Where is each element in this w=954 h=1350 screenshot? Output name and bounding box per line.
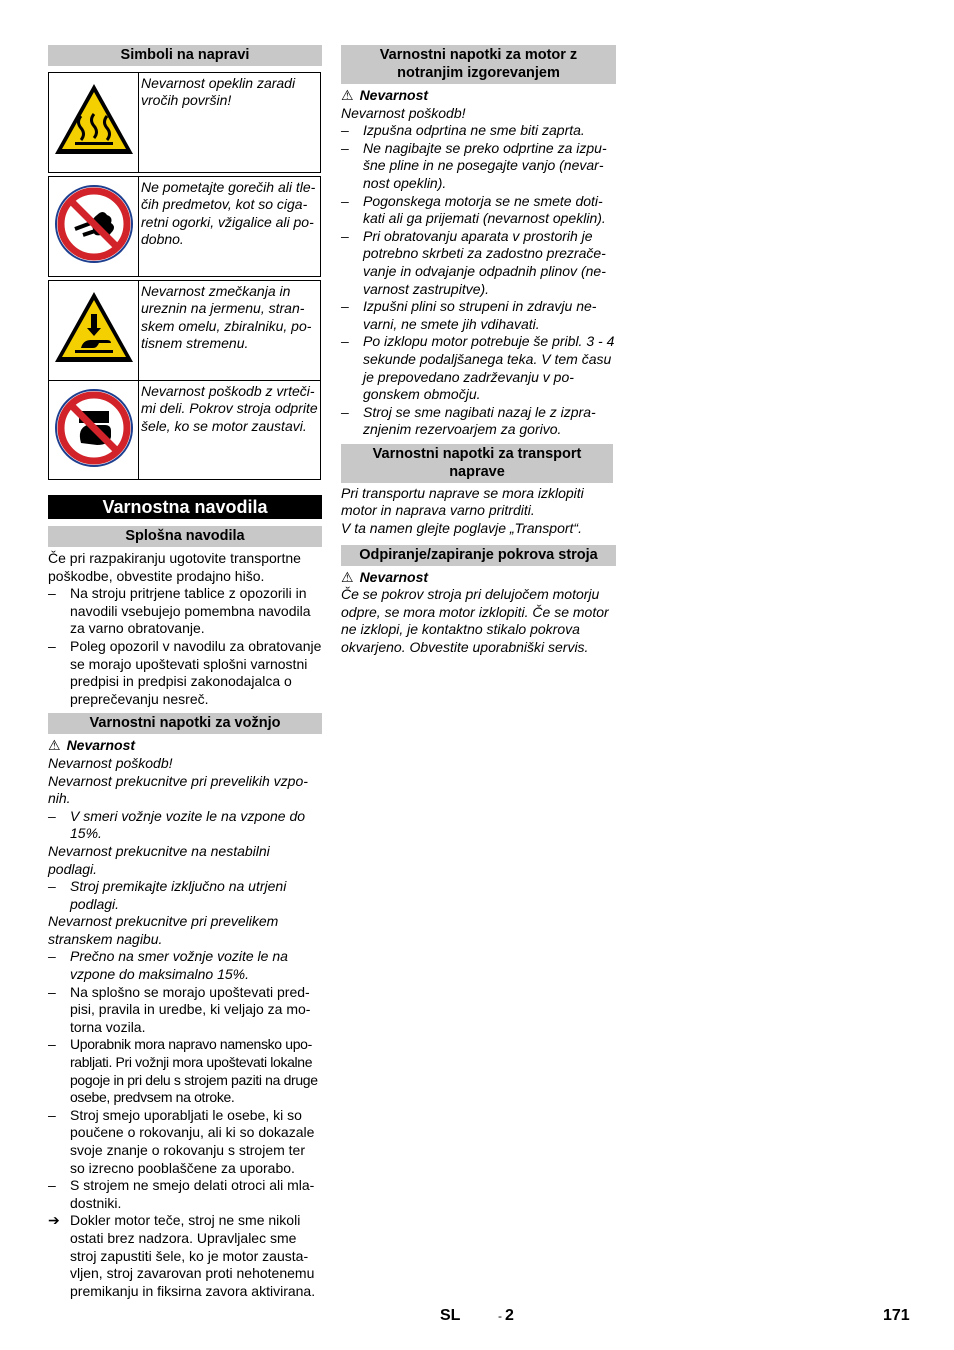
list-item-text: Pogonskega motorja se ne smete dotikati ali ga prijemati (nevarnost opeklin). [363,192,606,227]
list-item-text: Stroj smejo uporabljati le osebe, ki so poučene o rokovanju, ali ki so dokazale svoje znanje o rokovanju s strojem ter so izrecno pooblaščene za uporabo. [70,1106,315,1176]
dash-marker: – [48,878,56,895]
symbols-table [48,72,321,173]
dash-marker: – [341,227,349,244]
list-item [48,1036,322,1106]
transport-heading: Varnostni napotki za transport naprave [341,444,613,483]
symbols-table [48,280,321,480]
driving-line: Nevarnost prekucnitve pri prevelikem stranskem nagibu. [48,913,279,947]
list-item-text: V smeri vožnje vozite le na vzpone do 15%. [70,807,306,842]
dash-marker: – [48,585,56,602]
engine-warning [341,87,616,105]
list-item [48,808,322,843]
driving-line: Nevarnost prekucnitve na nestabilni podlagi. [48,842,270,877]
list-item-text: Poleg opozoril v navodilu za obratovanje se morajo upoštevati splošni varnostni predpisi in predpisi zakonodajalca o preprečevanju nesreč. [70,637,322,707]
section-number [498,1307,514,1326]
right-column [341,45,616,657]
dash-marker: – [341,403,349,420]
cover-heading: Odpiranje/zapiranje pokrova stroja [341,545,616,566]
driving-line: Nevarnost poškodb! [48,754,173,771]
dash-marker: – [341,192,349,209]
section-value: 2 [505,1307,514,1324]
no-flammable-items-icon [49,177,139,277]
dash-marker: – [48,983,56,1000]
list-item [48,638,322,708]
symbol-row [49,177,321,277]
driving-warning [48,737,322,755]
list-item-text: Pri obratovanju aparata v prostorih je potrebno skrbeti za zadostno prezračevanje in odvajanje odpadnih plinov (nevarnost zastrupitve). [363,227,606,297]
warning-label: Nevarnost [359,568,429,585]
language-code: SL [440,1307,461,1324]
symbol-row [49,381,321,480]
list-item [48,1177,322,1212]
list-item [341,404,616,439]
list-item [341,298,616,333]
symbols-heading: Simboli na napravi [48,45,322,66]
warning-label: Nevarnost [66,737,136,754]
page-number: 171 [883,1307,910,1324]
list-item [48,585,322,638]
list-item [48,948,322,983]
cover-warning [341,569,616,587]
driving-line: Nevarnost prekucnitve pri prevelikih vzponih. [48,772,308,807]
list-item [48,984,322,1037]
general-heading: Splošna navodila [48,526,322,547]
symbol-text: Nevarnost zmečkanja in ureznin na jermenu, stranskem omelu, zbiralniku, potisnem stremenu. [139,281,321,381]
list-item-text: Dokler motor teče, stroj ne sme nikoli ostati brez nadzora. Upravljalec sme stroj zapustiti šele, ko je motor zaustavljen, stroj zavarovan proti nehotenemu premikanju in fiksirna zavora aktivirana. [70,1212,316,1299]
hot-surface-warning-icon [49,73,139,173]
list-item [341,122,616,140]
cover-text: Če se pokrov stroja pri delujočem motorju odpre, se mora motor izklopiti. Če se motor ne izklopi, je kontaktno stikalo pokrova okvarjeno. Obvestite uporabniški servis. [341,586,609,656]
dash-marker: – [48,1177,56,1194]
list-item-text: Uporabnik mora napravo namensko uporabljati. Pri vožnji mora upoštevati lokalne pogoje in pri delu s strojem paziti na druge osebe, predvsem na otroke. [70,1036,318,1106]
arrow-right-icon: ➔ [48,1212,60,1229]
transport-text: Pri transportu naprave se mora izklopiti motor in naprava varno pritrditi. [341,484,584,519]
list-item-text: Prečno na smer vožnje vozite le na vzpone do maksimalno 15%. [70,948,288,983]
list-item-text: Na splošno se morajo upoštevati predpisi, pravila in uredbe, ki veljajo za motorna vozila. [70,983,311,1035]
left-column [48,45,322,1300]
symbol-row [49,281,321,381]
engine-heading: Varnostni napotki za motor z notranjim izgorevanjem [341,45,616,84]
list-item-text: Ne nagibajte se preko odprtine za izpušne pline in ne posegajte vanjo (nevarnost opeklin). [363,139,607,191]
transport-text: V ta namen glejte poglavje „Transport“. [341,520,582,537]
dash-marker: – [48,948,56,965]
list-item-text: Stroj premikajte izključno na utrjeni podlagi. [70,878,287,912]
list-item [48,1212,322,1300]
warning-label: Nevarnost [359,87,429,103]
driving-heading: Varnostni napotki za vožnjo [48,713,322,734]
dash-marker: – [48,1106,56,1123]
symbol-text: Ne pometajte gorečih ali tlečih predmetov, kot so cigaretni ogorki, vžigalice ali podobno. [139,177,321,277]
warning-triangle-icon: ⚠ [341,568,354,585]
safety-title: Varnostna navodila [48,495,322,519]
list-item-text: Po izklopu motor potrebuje še pribl. 3 - 4 sekunde podaljšanega teka. V tem času je prepovedano zadrževanju v pogonskem območju. [363,333,615,403]
no-hands-rotating-parts-icon [49,381,139,480]
symbols-table [48,176,321,277]
list-item [341,193,616,228]
footer-dash: - [498,1309,502,1323]
list-item-text: Stroj se sme nagibati nazaj le z izpraznjenim rezervoarjem za gorivo. [363,403,596,438]
dash-marker: – [48,637,56,654]
dash-marker: – [341,139,349,156]
list-item-text: Izpušna odprtina ne sme biti zaprta. [363,122,585,139]
engine-line: Nevarnost poškodb! [341,104,466,121]
list-item-text: Na stroju pritrjene tablice z opozorili in navodili vsebujejo pomembna navodila za varno obratovanje. [70,585,311,637]
symbol-text: Nevarnost poškodb z vrtečimi deli. Pokrov stroja odprite šele, ko se motor zaustavi. [139,381,321,480]
list-item [48,878,322,913]
list-item-text: Izpušni plini so strupeni in zdravju nevarni, ne smete jih vdihavati. [363,298,597,332]
list-item [48,1107,322,1177]
general-intro: Če pri razpakiranju ugotovite transportne poškodbe, obvestite prodajno hišo. [48,550,301,584]
list-item-text: S strojem ne smejo delati otroci ali mladostniki. [70,1177,315,1211]
list-item [341,228,616,298]
dash-marker: – [341,122,349,139]
hand-crush-warning-icon [49,281,139,381]
symbol-row [49,73,321,173]
page-footer [0,1307,954,1329]
dash-marker: – [48,807,56,824]
list-item [341,333,616,403]
warning-triangle-icon: ⚠ [48,737,61,754]
dash-marker: – [341,333,349,350]
dash-marker: – [341,298,349,315]
warning-triangle-icon: ⚠ [341,87,354,103]
symbol-text: Nevarnost opeklin zaradi vročih površin! [139,73,321,173]
list-item [341,140,616,193]
dash-marker: – [48,1036,56,1053]
